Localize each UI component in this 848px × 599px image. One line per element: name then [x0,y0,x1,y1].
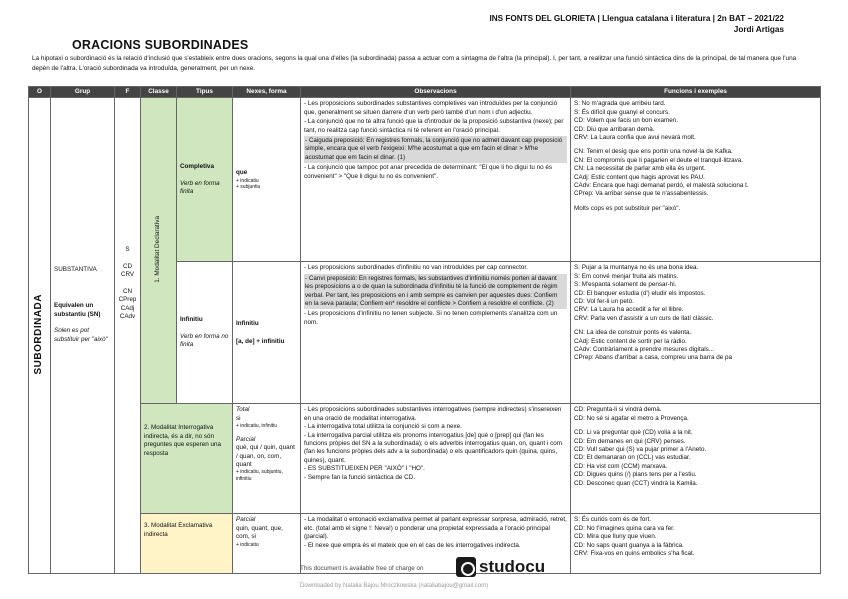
interrogativa-parcial-nexe: què, qui / quin, quant / quan, on, com, quant [236,444,295,468]
list-item: S: M'espanta solament de pensar-hi. [574,281,677,289]
classe-exclamativa [141,514,233,574]
o-cell [29,98,51,574]
list-item: CD: Vol fer-li un petó. [574,298,634,306]
nexe-completiva-label: que [236,169,248,177]
list-item: CPrep: Abans d'arribar a casa, compreu una barra de pa [574,354,733,362]
exclamativa-nexe-sub: + indicatiu [236,541,259,548]
studocu-logo[interactable] [456,557,545,577]
f-cell [115,98,141,574]
obs-completiva-1: - Les proposicions subordinades substantives completives van introduïdes per la conjunció que, generalment se situen darrere d'un verb però també d'un nom i d'un adjectiu. [304,100,558,116]
obs-completiva-2: - La conjunció que no té altra funció que la d'introduir de la proposició substantiva (nexe); per tant, no realitza cap funció sintàctica ni té referent en l'oració principal. [304,118,564,134]
header-nexes: Nexes, forma [233,87,301,98]
list-item: S: És difícil que guanyi el concurs. [574,108,670,116]
list-item: CAdv: Encara que hagi demanat perdó, el malestà soluciona t. [574,182,749,190]
list-item: CD: No saps quant guanya a la fàbrica. [574,541,684,549]
list-item: CD: El banquer estudia (d') eludir els impostos. [574,289,706,297]
list-item: Molts cops es pot substituir per "això". [574,204,681,212]
studocu-icon [456,557,476,577]
list-item: - Sempre fan la funció sintàctica de CD. [304,473,415,481]
interrogativa-parcial-label: Parcial [236,435,256,443]
header-classe: Classe [141,87,177,98]
list-item: CD: No sé si agafar el metro a Provença. [574,414,689,422]
list-item: CD: Et demanaran on (CCL) vas estudiar. [574,454,691,462]
ex-interrogativa-list [574,406,817,488]
footer-availability: This document is available free of charge on [300,565,424,572]
ex-interrogativa [571,404,821,514]
list-item: CD: Mira que lluny que viuen. [574,533,657,541]
table-row [29,404,821,514]
intro-paragraph: La hipotaxi o subordinació és la relació d'inclusió que s'estableix entre dues oracions, segons la qual una d'elles (la subordinada) passa a actuar com a sintagma de l'altra (la principal). I, per tant, a realitzar una funció sintàctica dins de la principal, de tal manera que l'una depèn de l'altra. L'oració subordinada va introduïda, generalment, per un nexe. [32,55,797,72]
list-item: CD: Pregunta-li si vindrà demà. [574,406,662,414]
tipus-infinitiu-sub: Verb en forma no finita [180,332,229,349]
list-item: CPrep: Va arribar sense que te n'assabentessis. [574,190,709,198]
grup-name: SUBSTANTIVA [54,265,97,273]
nexe-infinitiu [233,262,301,404]
list-item: CD: No t'imagines quina cara va fer. [574,524,675,532]
obs-interrogativa [301,404,571,514]
header-grup: Grup [51,87,115,98]
nexe-infinitiu-label2: [a, de] + infinitiu [236,337,285,345]
list-item: CD: Ha vist com (CCM) marxava. [574,462,668,470]
nexe-completiva [233,98,301,262]
table-header-row [29,87,821,98]
subordinate-table [28,86,821,574]
list-item: CRV: Parla ven d'assistir a un curs de llatí clàssic. [574,314,714,322]
list-item: - ES SUBSTITUEIXEN PER "AIXÒ" I "HO". [304,465,425,473]
classe-exclamativa-label: 3. Modalitat Exclamativa indirecta [144,522,213,538]
exclamativa-tipus: Parcial [236,516,256,524]
header-f: F [115,87,141,98]
list-item: S: No m'agrada que arribeu tard. [574,100,666,108]
interrogativa-total-label: Total [236,406,250,414]
header-observacions: Observacions [301,87,571,98]
list-item: CD: Em demanes en qui (CRV) penses. [574,437,686,445]
tipus-completiva-label: Completiva [180,163,214,171]
classe-interrogativa [141,404,233,514]
classe-interrogativa-label: 2. Modalitat Interrogativa indirecta, és a dir, no són preguntes que esperen una resposta [144,424,222,457]
list-item: CRV: Fixa-vos en quins embolics s'ha ficat. [574,550,695,558]
tipus-completiva-sub: Verb en forma finita [180,179,220,196]
list-item: CD: Desconec quan (CCT) vindrà la Kamila. [574,479,698,487]
obs-completiva-4: - La conjunció que tampoc pot anar precedida de determinant: "El que li ho digui tu no és convenient" > "Que li digui tu no és convenient". [304,164,552,180]
list-item: CD: Diu que arribaran demà. [574,125,655,133]
list-item: CRV: La Laura confia que avui nevarà molt. [574,134,696,142]
f-list: S CD CRV CN CPrep CAdj CAdv [118,245,137,321]
list-item: - La interrogativa total utilitza la conjunció si com a nexe. [304,423,462,431]
nexe-infinitiu-label: Infinitiu [236,319,259,327]
list-item: CAdj: Estic content de sortir per la ràdio. [574,337,687,345]
list-item: CD: Li va preguntar què (CD) volia a la nit. [574,429,693,437]
list-item: - El nexe que empra és el mateix que en el cas de les interrogatives indirecta. [304,541,521,549]
tipus-completiva [177,98,233,262]
interrogativa-total-nexe: si [236,414,241,422]
list-item: - La modalitat o entonació exclamativa permet al parlant expressar sorpresa, admiració, retret, etc. (total amb el signe !: Neva!) o ponderar una propietat expressada a l'oració principal (parcial). [304,516,567,541]
ex-completiva-list [574,100,817,213]
ex-completiva [571,98,821,262]
studocu-brand: studocu [479,557,546,576]
interrogativa-total-sub: + indicatiu, infinitiu [236,423,277,430]
classe-declarativa-label: 1. Modalitat Declarativa [154,215,162,283]
grup-hint: Solen es pot substituir per "això" [54,327,108,343]
table-row [29,514,821,574]
obs-infinitiu-1: - Les proposicions subordinades d'infinitiu no van introduïdes per cap connector. [304,264,528,272]
grup-equiv: Equivalen un substantiu (SN) [54,302,101,318]
header-funcions: Funcions i exemples [571,87,821,98]
list-item: S: Pujar a la muntanya no és una bona idea. [574,264,699,272]
obs-infinitiu-3: - Les proposicions d'infinitiu no tenen subjecte. Si no tenen complements s'analitza com un nom. [304,310,558,326]
obs-exclamativa-list [304,516,567,550]
footer-download: Downloaded by Natalia Bajou Mroczkowska (nataliabajou@gmail.com) [300,583,489,589]
list-item: CN: El compromís que li pagarien el deute el tranquil·litzava. [574,156,744,164]
list-item: CN: La necessitat de parlar amb ella és urgent. [574,165,706,173]
nexe-interrogativa [233,404,301,514]
grup-cell [51,98,115,574]
ex-infinitiu [571,262,821,404]
list-item: - Les proposicions subordinades substantives interrogatives (sempre indirectes) s'insereixen en una oració de modalitat interrogativa. [304,406,562,422]
list-item: CAdv: Contràriament a prendre mesures digitals... [574,346,714,354]
obs-interrogativa-list [304,406,567,482]
list-item: CD: Digues quins (/) plans tens per a l'estiu. [574,471,697,479]
header-o: O [29,87,51,98]
header-line1: INS FONTS DEL GLORIETA | Llengua catalana i literatura | 2n BAT – 2021/22 [489,14,784,23]
header-tipus: Tipus [177,87,233,98]
obs-infinitiu [301,262,571,404]
page-title: ORACIONS SUBORDINADES [72,38,249,52]
tipus-infinitiu-label: Infinitiu [180,316,203,324]
obs-infinitiu-2: - Canvi preposició: En registres formals, les substantives d'infinitiu només porten al davant les preposicions a o de quan la subordinada d'infinitiu té la funció de complement de règim verbal. Per tant, les preposicions en i amb sempre es canvien per aquestes dues: Confiem en la seva paraula; Confiem en* resoldre el conflicte > Confiem a resoldre el conflicte. (2) [304,274,567,310]
o-label: SUBORDINADA [33,293,45,375]
nexe-exclamativa [233,514,301,574]
list-item: - La interrogativa parcial utilitza els pronoms interrogatius [de] què o [prep] qui (fan les funcions pròpies del SN a la subordinada); o els adverbis interrogatius quan, on, quant i com (fan les funcions pròpies dels adv a la subordinada) o els quantificadors quin (quina, quins, quines), quant. [304,431,562,464]
table-row [29,98,821,262]
exclamativa-nexe: quin, quant, que, com, si [236,524,283,541]
interrogativa-parcial-sub: + indicatiu, subjuntiu, infinitiu [236,469,283,482]
list-item: CAdj: Estic content que hagis aprovat les PAU. [574,173,705,181]
header-author: Jordi Artigas [733,25,784,34]
obs-completiva [301,98,571,262]
list-item: CRV: La Laura ha accedit a fer el llibre. [574,306,684,314]
ex-exclamativa [571,514,821,574]
list-item: CD: Vull saber qui (S) va pujar primer a l'Aneto. [574,446,707,454]
classe-declarativa [141,98,177,404]
obs-completiva-3: - Caiguda preposició: En registres formals, la conjunció que no admet davant cap preposició simple, encara que el verb l'exigeixi: M'he acostumat a que em facin el dinar > M'he acostumat que em facin el dinar. (1) [304,136,567,163]
tipus-infinitiu [177,262,233,404]
list-item: S: Em convé menjar fruita als matins. [574,272,679,280]
ex-exclamativa-list [574,516,817,558]
list-item: CN: La idea de construir ponts és valenta. [574,329,692,337]
document-header [489,13,784,35]
list-item: CD: Volem que facis un bon examen. [574,117,678,125]
list-item: S: És curiós com és de fort. [574,516,651,524]
list-item: CN: Tenim el desig que ens portin una novel·la de Kafka. [574,148,733,156]
nexe-completiva-sub: + indicatiu + subjuntiu [236,177,261,191]
ex-infinitiu-list [574,264,817,362]
